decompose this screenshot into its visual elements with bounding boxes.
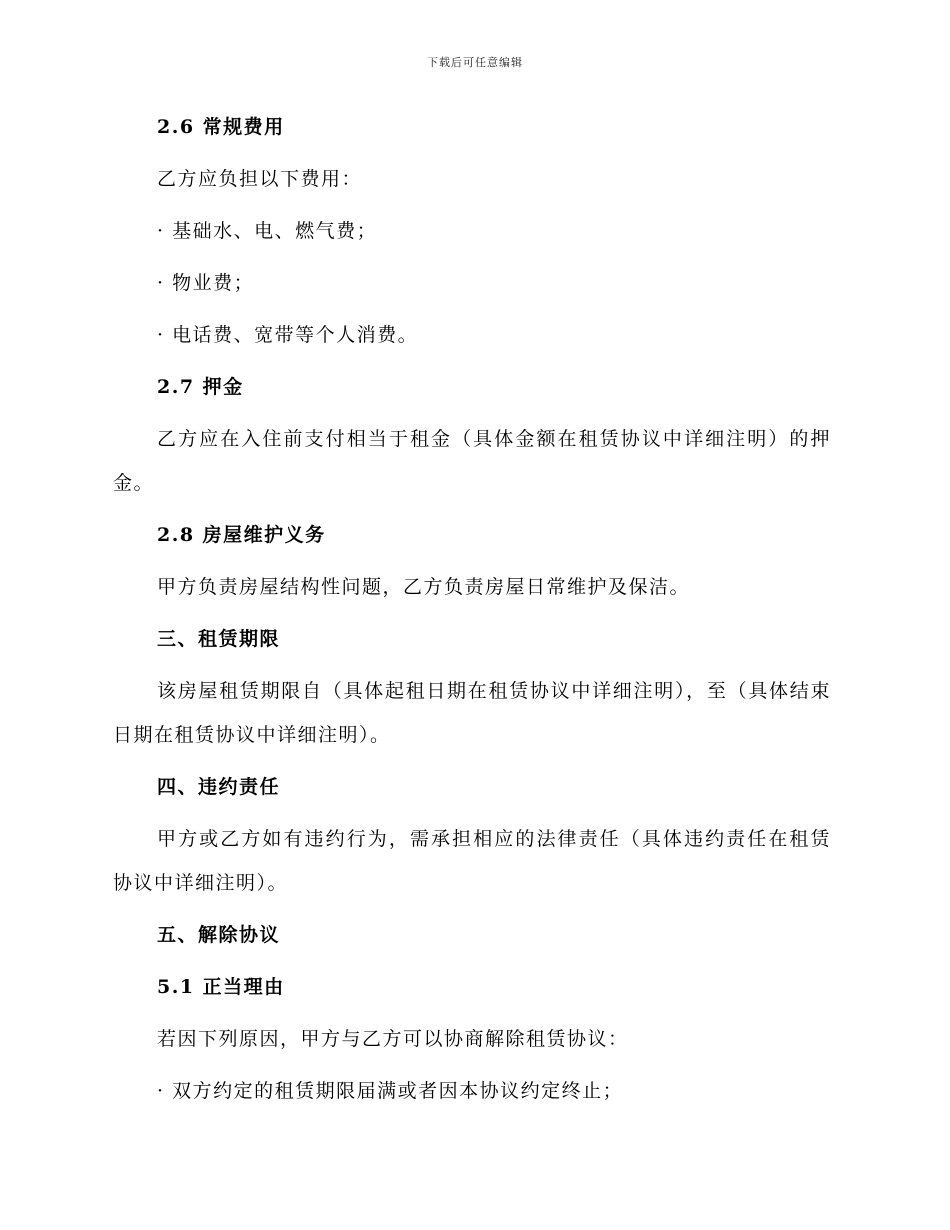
section-heading-5-1: 5.1 正当理由 [157, 976, 285, 998]
section-heading-2-7: 2.7 押金 [157, 376, 244, 398]
paragraph-lease-term: 该房屋租赁期限自（具体起租日期在租赁协议中详细注明），至（具体结束日期在租赁协议中详细注明）。 [113, 680, 831, 746]
paragraph-deposit: 乙方应在入住前支付相当于租金（具体金额在租赁协议中详细注明）的押金。 [113, 428, 831, 494]
list-item-personal-consumption: · 电话费、宽带等个人消费。 [157, 324, 419, 346]
section-heading-breach: 四、违约责任 [157, 776, 281, 798]
section-heading-2-8: 2.8 房屋维护义务 [157, 524, 326, 546]
paragraph-maintenance: 甲方负责房屋结构性问题，乙方负责房屋日常维护及保洁。 [157, 576, 691, 598]
list-item-utilities: · 基础水、电、燃气费； [157, 220, 378, 242]
section-heading-termination: 五、解除协议 [157, 924, 281, 946]
list-item-term-expiry: · 双方约定的租赁期限届满或者因本协议约定终止； [157, 1080, 624, 1102]
list-item-property-fee: · 物业费； [157, 272, 255, 294]
section-heading-2-6: 2.6 常规费用 [157, 116, 285, 138]
paragraph-breach: 甲方或乙方如有违约行为，需承担相应的法律责任（具体违约责任在租赁协议中详细注明）。 [113, 828, 831, 894]
section-heading-lease-term: 三、租赁期限 [157, 628, 281, 650]
document-body [113, 112, 831, 1128]
paragraph-termination-reasons: 若因下列原因，甲方与乙方可以协商解除租赁协议： [157, 1028, 629, 1050]
page-header: 下载后可任意编辑 [427, 56, 523, 69]
paragraph-fees-intro: 乙方应负担以下费用： [157, 168, 363, 190]
